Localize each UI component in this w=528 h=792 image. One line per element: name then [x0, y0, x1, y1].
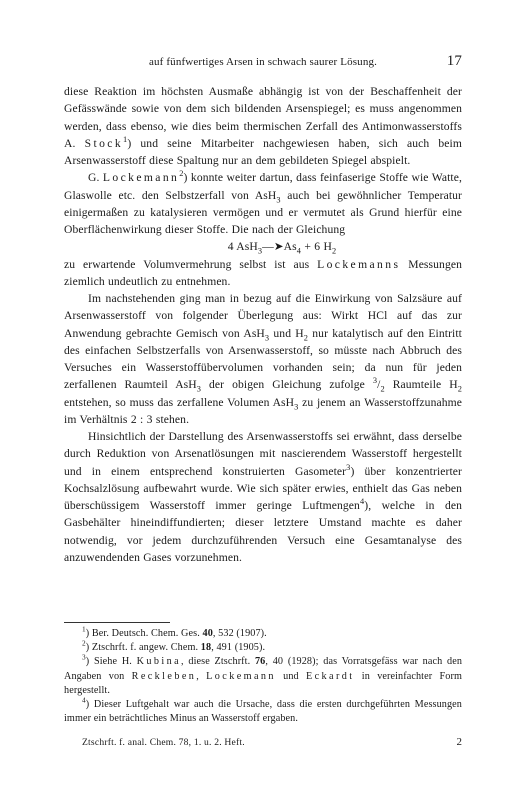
page-footer [82, 737, 462, 751]
footnote-ref: 1 [123, 134, 128, 144]
footnote-divider [64, 622, 170, 623]
body-text [64, 83, 462, 566]
journal-signature: Ztschrft. f. anal. Chem. 78, 1. u. 2. Heft. [82, 737, 245, 748]
running-title: auf fünfwertiges Arsen in schwach saurer Lösung. [148, 56, 378, 68]
fraction-numerator: 3 [372, 376, 378, 386]
footnotes [64, 624, 463, 726]
running-header [64, 55, 462, 71]
footnote-ref: 2 [179, 169, 184, 179]
paragraph-3: zu erwartende Volumvermehrung selbst ist aus Lockemanns Messungen ziemlich undeutlich zu entnehmen. [64, 257, 462, 288]
footnote-4: $^4$) Dieser Luftgehalt war auch die Ursache, dass die ersten durchgeführten Messungen immer ein beträchtliches Minus an Wasserstoff ergaben. [64, 695, 462, 725]
author-name: Lockemann [102, 171, 180, 185]
footnote-2: $^2$) Ztschrft. f. angew. Chem. 18, 491 (1905). [82, 638, 266, 654]
footnote-1: $^1$) Ber. Deutsch. Chem. Ges. 40, 532 (1907). [82, 624, 267, 639]
footnote-3: $^3$) Siehe H. Kubina, diese Ztschrft. 76, 40 (1928); das Vorratsgefäss war nach den Angaben von Reckleben, Lockemann und Eckardt in vereinfachter Form hergestellt. [64, 653, 463, 696]
footnote-ref: 4 [359, 497, 365, 507]
sheet-signature: 2 [456, 736, 462, 748]
paragraph-2: G. Lockemann$^2$) konnte weiter dartun, dass feinfaserige Stoffe wie Watte, Glaswolle etc. den Selbstzerfall von AsH$_3$ auch bei gewöhnlicher Temperatur einigermaßen zu katalysieren vermögen und er vermutet als Grund hierfür eine Oberflächenwirkung dieser Stoffe. Die nach der Gleichung [64, 169, 462, 236]
paragraph-4: Im nachstehenden ging man in bezug auf die Einwirkung von Salzsäure auf Arsenwasserstoff von folgender Überlegung aus: Wirkt HCl auf das zur Anwendung gebrachte Gemisch von AsH$_3$ und $H_2$ nur katalytisch auf den Eintritt des einfachen Selbstzerfalls von Arsenwasserstoff, so müsste nach Abbruch des Versuches ein Wasserstoffübervolumen vorhanden sein; da nun für jeden zerfallenen Raumteil AsH$_3$ der obigen Gleichung zufolge $^3/_2$ Raumteile $H_2$ entstehen, so muss das zerfallene Volumen AsH$_3$ zu jenem an Wasserstoffzunahme im Verhältnis 2 : 3 stehen. [64, 292, 462, 426]
page-number: 17 [446, 53, 462, 69]
footnote-ref: 3 [346, 462, 351, 472]
chemical-equation: 4 $AsH_3—➤As_4 + 6$ $H_2$ [227, 240, 337, 256]
author-name: Lockemanns [317, 257, 401, 271]
paragraph-1: diese Reaktion im höchsten Ausmaße abhängig ist von der Beschaffenheit der Gefässwände sowie von dem sich bildenden Arsenspiegel; es muss angenommen werden, dass ebenso, wie dies beim thermischen Zerfall des Antimonwasserstoffs A. Stock$^1$) und seine Mitarbeiter nachgewiesen haben, sich auch beim Arsenwasserstoff diese Spaltung nur an dem gebildeten Spiegel abspielt. [64, 85, 462, 167]
fraction-denominator: 2 [380, 384, 385, 394]
author-name: Stock [84, 136, 124, 150]
reaction-arrow: —➤ [262, 240, 284, 254]
paragraph-5: Hinsichtlich der Darstellung des Arsenwasserstoffs sei erwähnt, dass derselbe durch Reduktion von Arsenatlösungen mit nascierendem Wasserstoff hergestellt und in einem entsprechend konstruierten Gasometer$^3$) über konzentrierter Kochsalzlösung aufbewahrt wurde. Wie sich später erwies, enthielt das Gas neben überschüssigem Wasserstoff immer geringe Luftmengen$^4$), welche in den Gasbehälter hineindiffundierten; dieser letztere Umstand machte es daher notwendig, vor jedem durchzuführenden Versuch eine Gesamtanalyse des anzuwendenden Gases vorzunehmen. [64, 430, 462, 564]
